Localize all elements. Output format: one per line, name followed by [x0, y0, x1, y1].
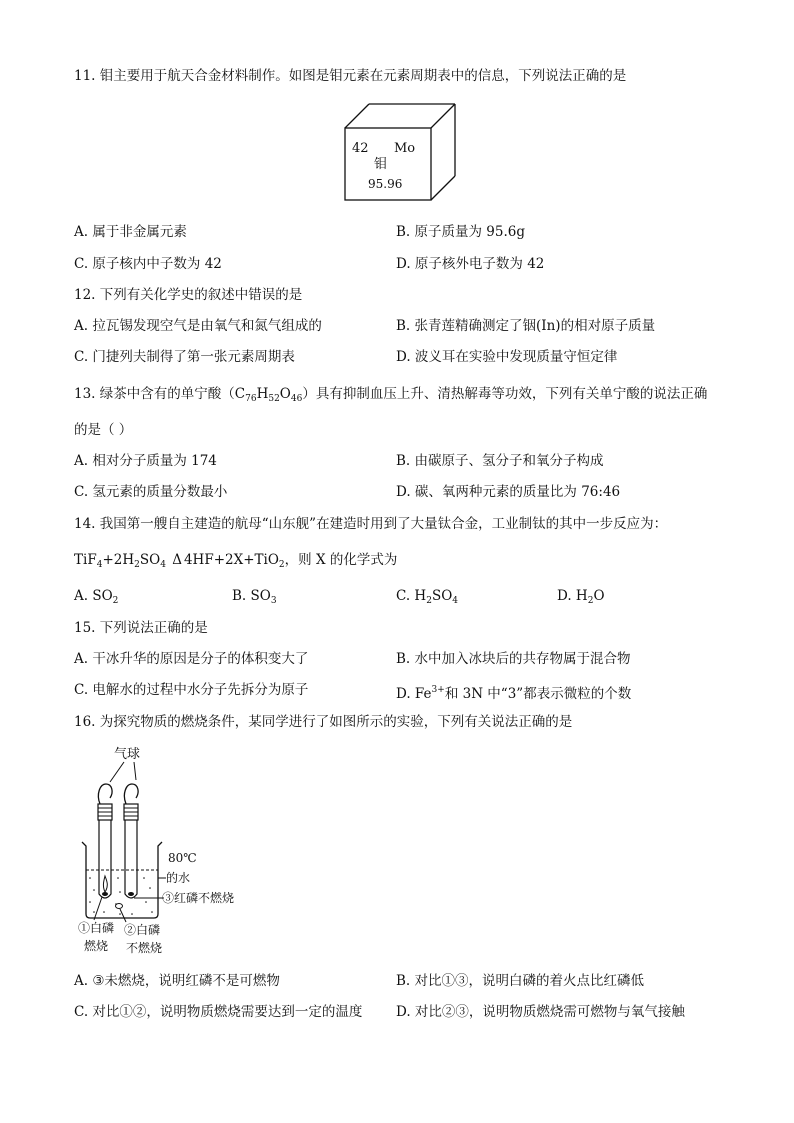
q16-option-c: C. 对比①②，说明物质燃烧需要达到一定的温度	[74, 1004, 363, 1020]
formula-o: O	[279, 386, 291, 402]
label-red-phosphorus: ③红磷不燃烧	[162, 891, 235, 905]
label-white-phosphorus-1a: ①白磷	[78, 921, 115, 935]
formula-h-sub: 52	[268, 394, 280, 404]
q13-stem-part-a: 13. 绿茶中含有的单宁酸（	[74, 386, 235, 402]
q13-stem-part-b: ）具有抑制血压上升、清热解毒等功效，下列有关单宁酸的说法正确	[302, 386, 708, 402]
q16-stem: 16. 为探究物质的燃烧条件，某同学进行了如图所示的实验，下列有关说法正确的是	[74, 714, 573, 730]
q16-option-d: D. 对比②③，说明物质燃烧需可燃物与氧气接触	[396, 1004, 685, 1020]
opt-text: O	[593, 588, 605, 604]
formula-c-sub: 76	[245, 394, 257, 404]
eq-sub: 4	[96, 560, 103, 570]
q14-option-c	[396, 587, 458, 610]
opt-text: SO	[431, 588, 453, 604]
label-white-phosphorus-1b: 燃烧	[84, 939, 109, 953]
element-name: 钼	[374, 157, 388, 172]
q15-option-c: C. 电解水的过程中水分子先拆分为原子	[74, 682, 309, 698]
element-cell-figure	[340, 100, 460, 204]
opt-text: A. SO	[74, 588, 113, 604]
formula-c: C	[234, 386, 246, 402]
q11-option-b: B. 原子质量为 95.6g	[396, 224, 525, 240]
q14-equation	[74, 551, 397, 574]
q14-stem: 14. 我国第一艘自主建造的航母“山东舰”在建造时用到了大量钛合金，工业制钛的其中一步反应为：	[74, 516, 668, 532]
q13-option-c: C. 氢元素的质量分数最小	[74, 484, 228, 500]
label-white-phosphorus-2a: ②白磷	[124, 923, 161, 937]
eq-sub: 4	[160, 560, 166, 570]
q14-option-b	[232, 587, 277, 610]
eq-tif: TiF	[74, 552, 97, 568]
q12-option-b: B. 张青莲精确测定了铟(In)的相对原子质量	[396, 318, 656, 334]
q16-option-b: B. 对比①③，说明白磷的着火点比红磷低	[396, 973, 645, 989]
q15-option-d	[396, 681, 631, 703]
q12-option-c: C. 门捷列夫制得了第一张元素周期表	[74, 349, 295, 365]
atomic-number: 42	[352, 141, 369, 156]
q14-option-d	[557, 587, 605, 610]
q11-option-c: C. 原子核内中子数为 42	[74, 256, 222, 272]
tannic-acid-formula	[235, 386, 303, 402]
temp-label: 80℃	[168, 851, 197, 865]
fe-charge: 3+	[431, 685, 445, 695]
water-label: 的水	[166, 871, 191, 885]
label-white-phosphorus-2b: 不燃烧	[126, 941, 163, 955]
q16-option-a: A. ③未燃烧，说明红磷不是可燃物	[74, 973, 280, 989]
element-symbol: Mo	[394, 141, 416, 156]
opt-sub: 4	[452, 596, 459, 606]
q13-option-d: D. 碳、氧两种元素的质量比为 76:46	[396, 484, 621, 500]
q14-option-a	[74, 587, 118, 610]
eq-h2so4-h: +2H	[102, 552, 135, 568]
heat-arrow: Δ	[172, 552, 182, 568]
formula-h: H	[256, 386, 269, 402]
q13-stem	[74, 385, 707, 408]
eq-so: SO	[139, 552, 161, 568]
opt-text: D. Fe	[396, 686, 432, 702]
q13-option-a: A. 相对分子质量为 174	[74, 453, 217, 469]
q12-option-a: A. 拉瓦锡发现空气是由氧气和氮气组成的	[74, 318, 322, 334]
q11-option-a: A. 属于非金属元素	[74, 224, 187, 240]
opt-sub: 2	[426, 596, 432, 606]
combustion-experiment-figure	[74, 742, 264, 960]
q11-option-d: D. 原子核外电子数为 42	[396, 256, 545, 272]
q15-stem: 15. 下列说法正确的是	[74, 620, 208, 636]
eq-sub: 2	[134, 560, 140, 570]
q15-option-b: B. 水中加入冰块后的共存物属于混合物	[396, 651, 631, 667]
opt-text: C. H	[396, 588, 427, 604]
opt-sub: 3	[270, 596, 277, 606]
opt-sub: 2	[587, 596, 594, 606]
formula-o-sub: 46	[290, 394, 303, 404]
q11-stem: 11. 钼主要用于航天合金材料制作。如图是钼元素在元素周期表中的信息，下列说法正确的是	[74, 68, 627, 84]
opt-text: D. H	[557, 588, 588, 604]
opt-sub: 2	[112, 596, 119, 606]
eq-sub: 2	[278, 560, 285, 570]
eq-products: 4HF+2X+TiO	[183, 552, 279, 568]
q13-stem-part-c: 的是（ ）	[74, 422, 133, 438]
q15-option-a: A. 干冰升华的原因是分子的体积变大了	[74, 651, 309, 667]
opt-text: B. SO	[232, 588, 271, 604]
balloon-label: 气球	[114, 747, 141, 762]
opt-text: 和 3N 中“3”都表示微粒的个数	[444, 686, 632, 702]
atomic-mass: 95.96	[368, 177, 403, 191]
q13-option-b: B. 由碳原子、氢分子和氧分子构成	[396, 453, 604, 469]
q12-option-d: D. 波义耳在实验中发现质量守恒定律	[396, 349, 618, 365]
q12-stem: 12. 下列有关化学史的叙述中错误的是	[74, 287, 303, 303]
eq-tail: ，则 X 的化学式为	[284, 552, 398, 568]
